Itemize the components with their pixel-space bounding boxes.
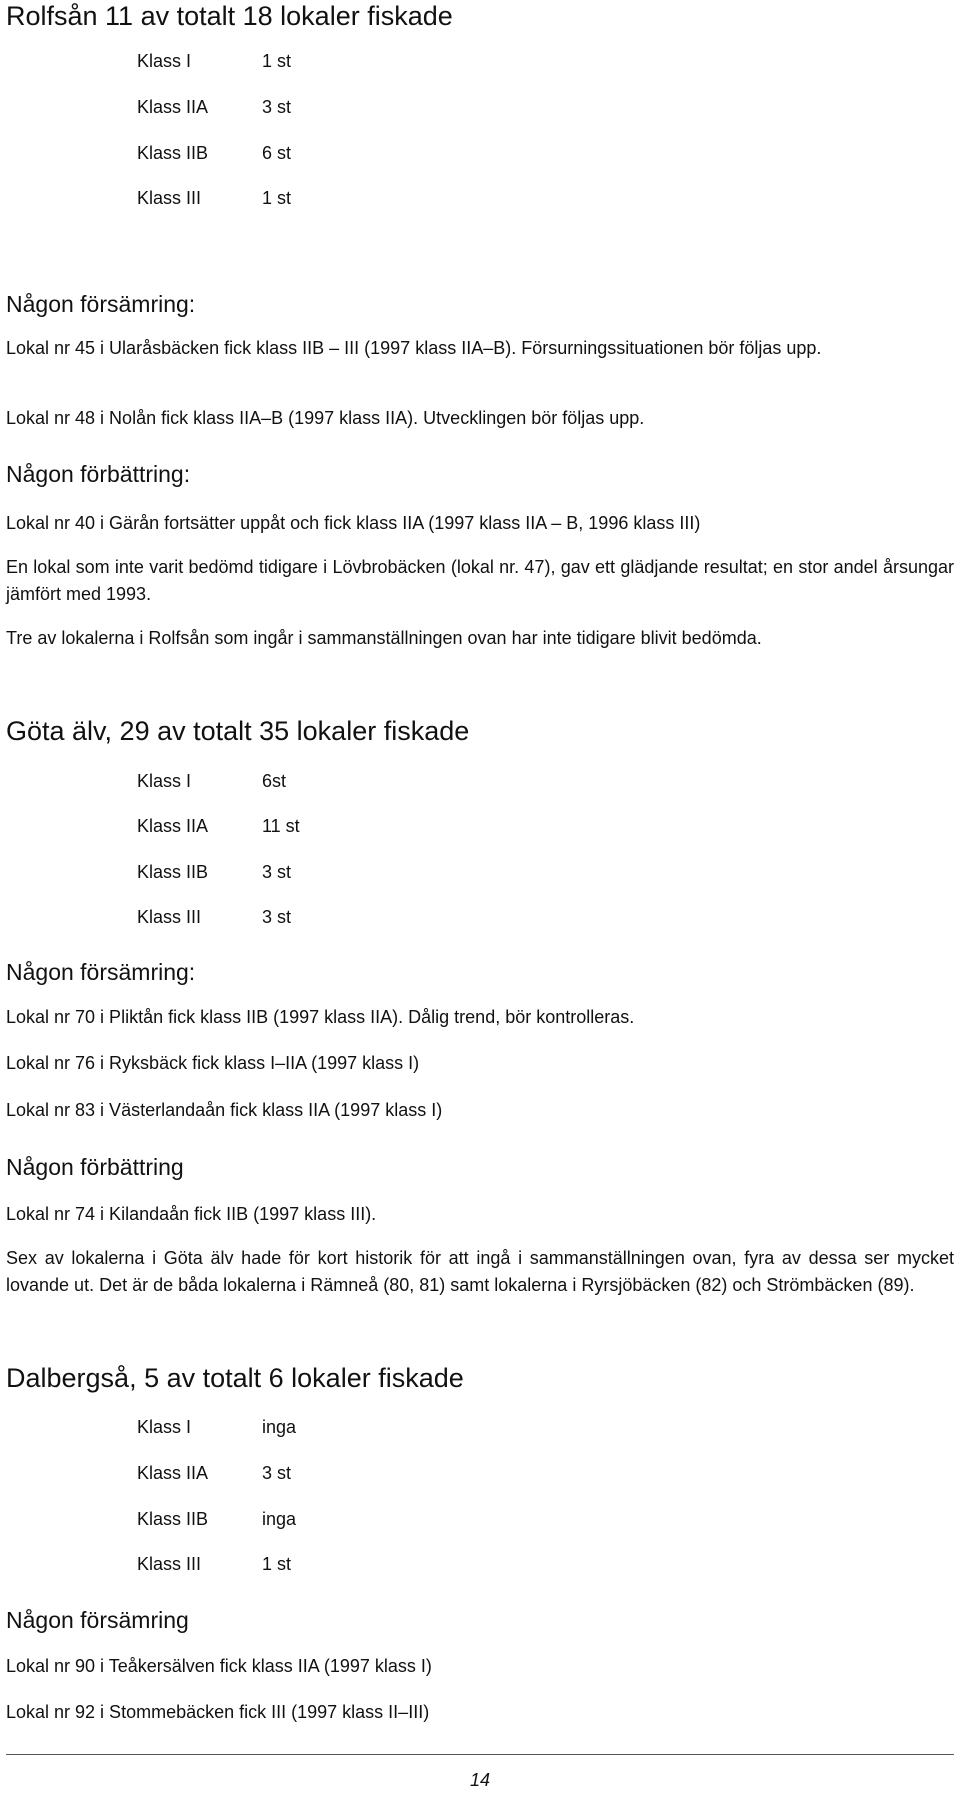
class-count: 1 st xyxy=(262,188,292,208)
improvement-heading: Någon förbättring xyxy=(6,1154,184,1180)
class-count: 3 st xyxy=(262,1463,292,1483)
deterioration-heading: Någon försämring: xyxy=(6,291,196,317)
class-count: 3 st xyxy=(262,97,292,117)
deterioration-heading: Någon försämring xyxy=(6,1607,189,1633)
class-label: Klass IIB xyxy=(137,1509,209,1529)
class-count: 1 st xyxy=(262,51,292,71)
paragraph: Lokal nr 76 i Ryksbäck fick klass I–IIA (1997 klass I) xyxy=(6,1053,420,1073)
paragraph: Sex av lokalerna i Göta älv hade för kort historik för att ingå i sammanställningen ovan, fyra av dessa ser mycket lovande ut. Det är de båda lokalerna i Rämneå (80, 81) samt lokalerna i Ryrsjöbäcken (82) och Strömbäcken (89). xyxy=(6,1248,954,1295)
paragraph: En lokal som inte varit bedömd tidigare i Lövbrobäcken (lokal nr. 47), gav ett glädjande resultat; en stor andel årsungar jämfört med 1993. xyxy=(6,557,954,604)
class-label: Klass IIB xyxy=(137,143,209,163)
deterioration-heading: Någon försämring: xyxy=(6,959,196,985)
class-count: 3 st xyxy=(262,862,292,882)
paragraph: Lokal nr 48 i Nolån fick klass IIA–B (1997 klass IIA). Utvecklingen bör följas upp. xyxy=(6,408,645,428)
class-label: Klass IIA xyxy=(137,1463,209,1483)
page-number: 14 xyxy=(469,1770,491,1790)
class-label: Klass I xyxy=(137,1417,192,1437)
class-count: 3 st xyxy=(262,907,292,927)
class-label: Klass IIA xyxy=(137,816,209,836)
improvement-heading: Någon förbättring: xyxy=(6,461,191,487)
paragraph: Tre av lokalerna i Rolfsån som ingår i sammanställningen ovan har inte tidigare blivit bedömda. xyxy=(6,628,762,648)
class-label: Klass III xyxy=(137,1554,202,1574)
class-label: Klass I xyxy=(137,771,192,791)
class-count: 11 st xyxy=(262,816,300,836)
class-label: Klass IIB xyxy=(137,862,209,882)
class-label: Klass I xyxy=(137,51,192,71)
class-count: inga xyxy=(262,1417,297,1437)
footer-divider xyxy=(6,1754,954,1755)
section-title-rolfsan: Rolfsån 11 av totalt 18 lokaler fiskade xyxy=(6,1,453,31)
paragraph: Lokal nr 40 i Gärån fortsätter uppåt och fick klass IIA (1997 klass IIA – B, 1996 klass III) xyxy=(6,513,701,533)
paragraph: Lokal nr 70 i Pliktån fick klass IIB (1997 klass IIA). Dålig trend, bör kontrolleras. xyxy=(6,1007,635,1027)
class-label: Klass III xyxy=(137,188,202,208)
paragraph: Lokal nr 92 i Stommebäcken fick III (1997 klass II–III) xyxy=(6,1702,430,1722)
paragraph: Lokal nr 83 i Västerlandaån fick klass IIA (1997 klass I) xyxy=(6,1100,443,1120)
class-label: Klass IIA xyxy=(137,97,209,117)
class-count: 1 st xyxy=(262,1554,292,1574)
paragraph: Lokal nr 90 i Teåkersälven fick klass IIA (1997 klass I) xyxy=(6,1656,432,1676)
class-label: Klass III xyxy=(137,907,202,927)
class-count: inga xyxy=(262,1509,297,1529)
section-title-dalbergsa: Dalbergså, 5 av totalt 6 lokaler fiskade xyxy=(6,1363,464,1393)
paragraph: Lokal nr 74 i Kilandaån fick IIB (1997 klass III). xyxy=(6,1204,377,1224)
paragraph: Lokal nr 45 i Ularåsbäcken fick klass IIB – III (1997 klass IIA–B). Försurningssituationen bör följas upp. xyxy=(6,338,822,358)
section-title-gota-alv: Göta älv, 29 av totalt 35 lokaler fiskade xyxy=(6,716,470,746)
class-count: 6 st xyxy=(262,143,292,163)
class-count: 6st xyxy=(262,771,287,791)
